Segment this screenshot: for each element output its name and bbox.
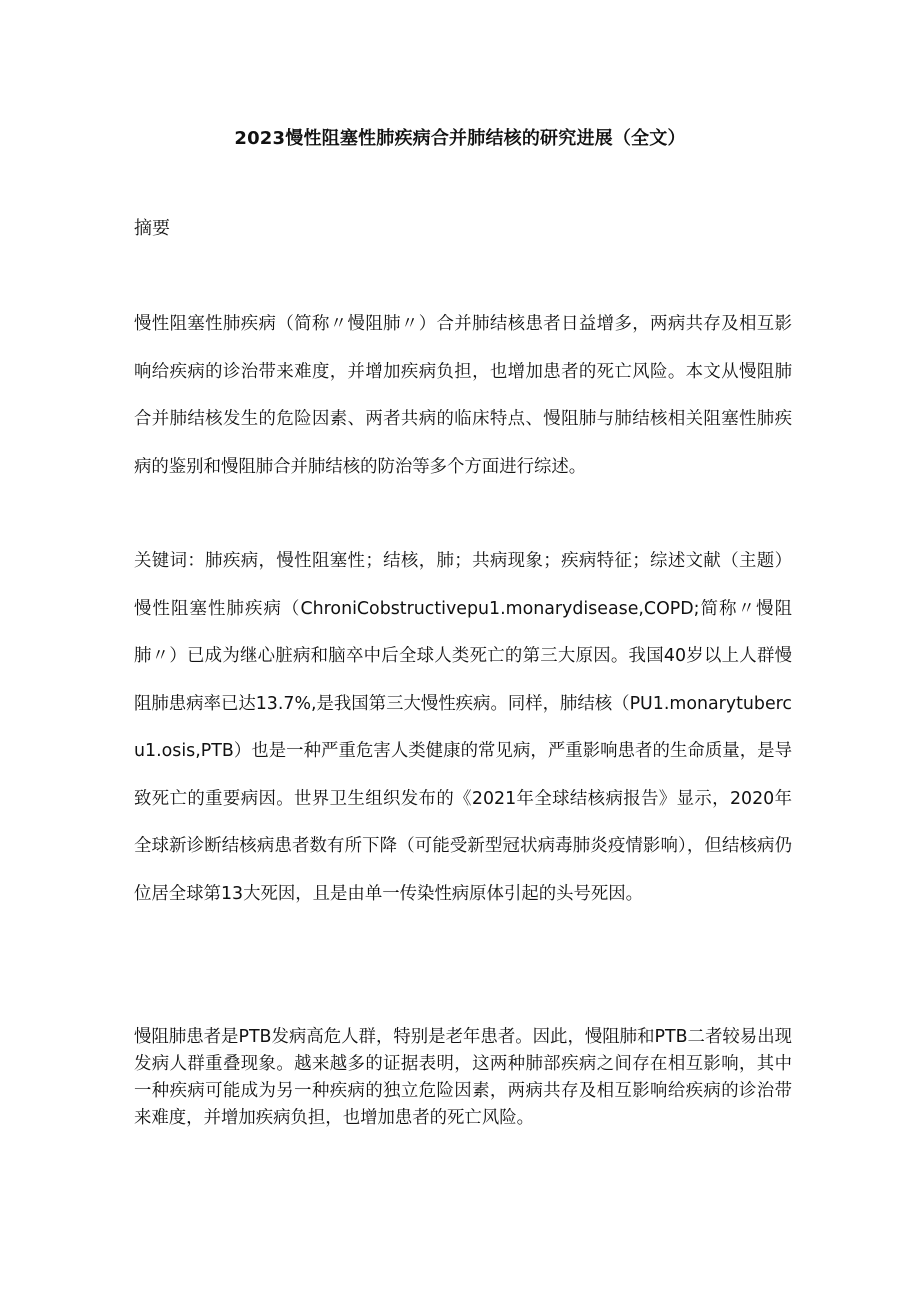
abstract-heading: 摘要 (134, 218, 170, 239)
abstract-paragraph: 慢性阻塞性肺疾病（简称〃慢阻肺〃）合并肺结核患者日益增多，两病共存及相互影响给疾病的诊治带来难度，并增加疾病负担，也增加患者的死亡风险。本文从慢阻肺合并肺结核发生的危险因素、两者共病的临床特点、慢阻肺与肺结核相关阻塞性肺疾病的鉴别和慢阻肺合并肺结核的防治等多个方面进行综述。 (134, 314, 792, 477)
keywords-intro-paragraph: 关键词：肺疾病，慢性阻塞性；结核，肺；共病现象；疾病特征；综述文献（主题）慢性阻塞性肺疾病（ChroniCobstructivepu1.monarydisease,COPD;简称〃慢阻肺〃）已成为继心脏病和脑卒中后全球人类死亡的第三大原因。我国40岁以上人群慢阻肺患病率已达13.7%,是我国第三大慢性疾病。同样，肺结核（PU1.monarytubercu1.osis,PTB）也是一种严重危害人类健康的常见病，严重影响患者的生命质量，是导致死亡的重要病因。世界卫生组织发布的《2021年全球结核病报告》显示，2020年全球新诊断结核病患者数有所下降（可能受新型冠状病毒肺炎疫情影响），但结核病仍位居全球第13大死因，且是由单一传染性病原体引起的头号死因。 (134, 551, 792, 904)
comorbidity-paragraph: 慢阻肺患者是PTB发病高危人群，特别是老年患者。因此，慢阻肺和PTB二者较易出现发病人群重叠现象。越来越多的证据表明，这两种肺部疾病之间存在相互影响，其中一种疾病可能成为另一种疾病的独立危险因素，两病共存及相互影响给疾病的诊治带来难度，并增加疾病负担，也增加患者的死亡风险。 (134, 1027, 792, 1128)
document-title: 2023慢性阻塞性肺疾病合并肺结核的研究进展（全文） (234, 128, 686, 149)
